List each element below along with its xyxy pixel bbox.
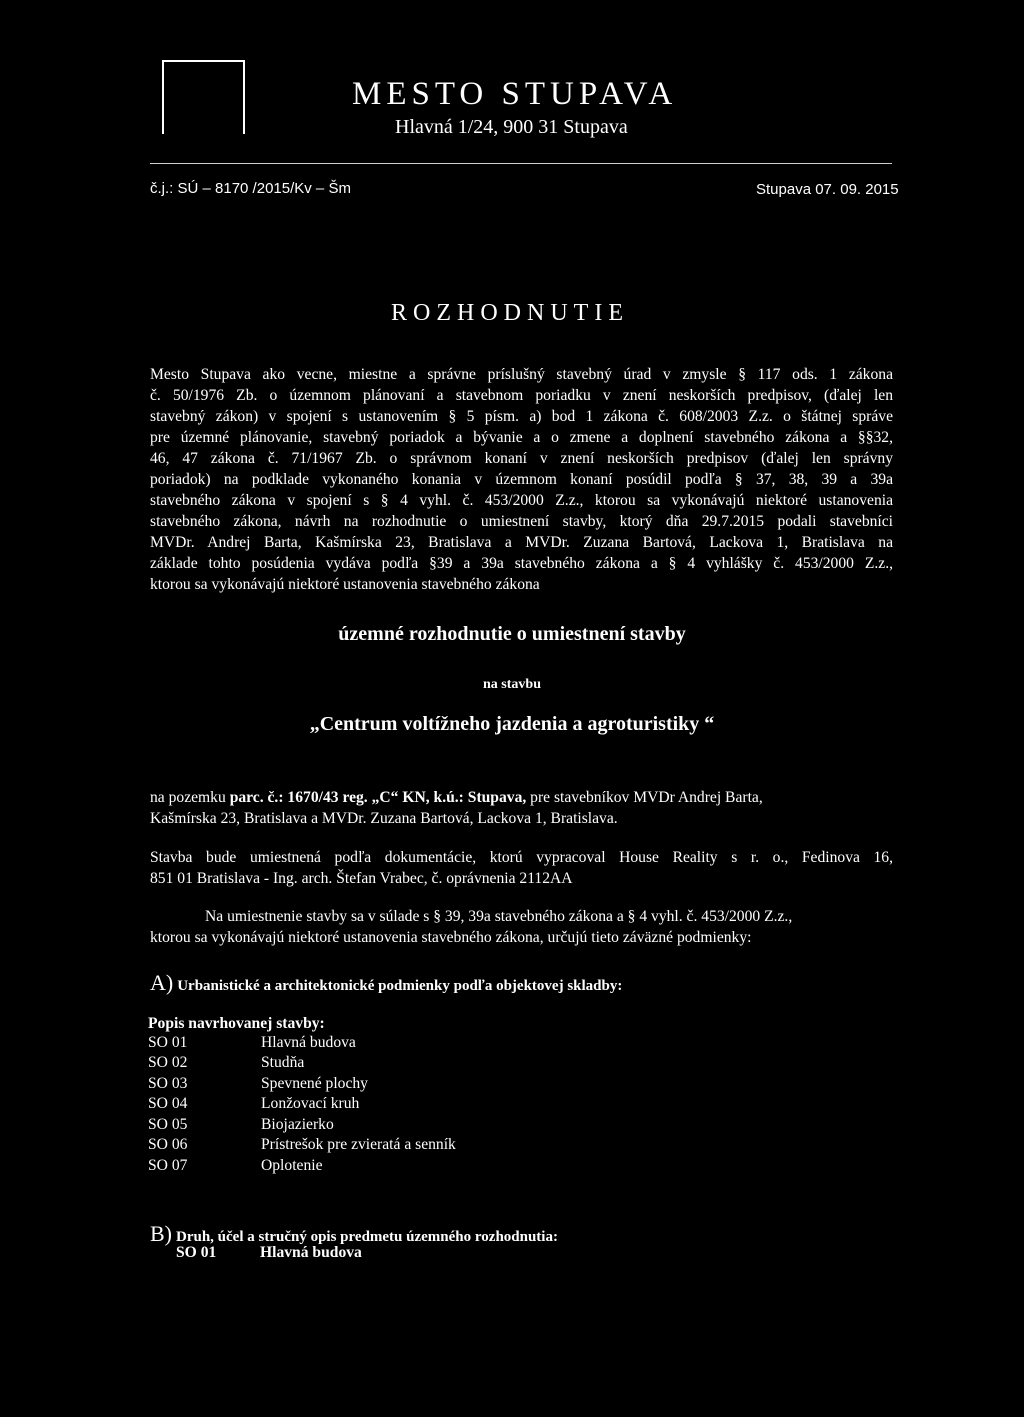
- office-title: MESTO STUPAVA: [352, 76, 678, 112]
- intro-line: č. 50/1976 Zb. o územnom plánovaní a stavebnom poriadku v znení neskorších predpisov, (ďalej len: [150, 387, 893, 404]
- parcel-prefix: na pozemku: [150, 789, 230, 806]
- parcel-builders: pre stavebníkov MVDr Andrej Barta,: [526, 789, 763, 806]
- section-a-letter: A): [150, 970, 174, 995]
- intro-line: základe tohto posúdenia vydáva podľa §39 a 39a stavebného zákona a § 4 vyhlášky č. 453/2000 Z.z.,: [150, 555, 893, 572]
- list-title: Popis navrhovanej stavby:: [148, 1015, 325, 1032]
- documentation-line: 851 01 Bratislava - Ing. arch. Štefan Vrabec, č. oprávnenia 2112AA: [150, 870, 573, 887]
- list-item-name: Hlavná budova: [261, 1034, 356, 1051]
- intro-line: poriadok) na podklade vykonaného konania v územnom konaní posúdil podľa § 37, 38, 39 a 39a: [150, 471, 893, 488]
- parcel-line-2: Kašmírska 23, Bratislava a MVDr. Zuzana Bartová, Lackova 1, Bratislava.: [150, 810, 618, 827]
- decision-title: územné rozhodnutie o umiestnení stavby: [338, 623, 686, 645]
- documentation-line: Stavba bude umiestnená podľa dokumentácie, ktorú vypracoval House Reality s r. o., Fedinova 16,: [150, 849, 893, 866]
- document-date: Stupava 07. 09. 2015: [756, 181, 899, 198]
- list-item-name: Lonžovací kruh: [261, 1095, 360, 1112]
- intro-line: 46, 47 zákona č. 71/1967 Zb. o správnom konaní v znení neskorších predpisov (ďalej len správny: [150, 450, 893, 467]
- section-a-title: Urbanistické a architektonické podmienky podľa objektovej skladby:: [177, 978, 623, 994]
- section-b-title: Druh, účel a stručný opis predmetu územného rozhodnutia:: [176, 1229, 558, 1245]
- list-item-code: SO 07: [148, 1157, 188, 1174]
- intro-line: ktorou sa vykonávajú niektoré ustanovenia stavebného zákona: [150, 576, 540, 593]
- section-b-item-code: SO 01: [176, 1244, 217, 1261]
- office-address: Hlavná 1/24, 900 31 Stupava: [395, 116, 628, 138]
- list-item-name: Oplotenie: [261, 1157, 323, 1174]
- list-item-name: Biojazierko: [261, 1116, 334, 1133]
- list-item-code: SO 03: [148, 1075, 188, 1092]
- document-heading: ROZHODNUTIE: [391, 300, 629, 326]
- conditions-line: ktorou sa vykonávajú niektoré ustanovenia stavebného zákona, určujú tieto záväzné podmienky:: [150, 929, 752, 946]
- parcel-number: parc. č.: 1670/43 reg. „C“ KN, k.ú.: Stupava,: [229, 789, 527, 806]
- list-item-name: Spevnené plochy: [261, 1075, 368, 1092]
- list-item-code: SO 02: [148, 1054, 188, 1071]
- list-item-code: SO 01: [148, 1034, 188, 1051]
- header-divider: [150, 163, 892, 164]
- list-item-name: Prístrešok pre zvieratá a senník: [261, 1136, 456, 1153]
- section-b-letter: B): [150, 1221, 172, 1246]
- intro-line: stavebného zákona v spojení s § 4 vyhl. č. 453/2000 Z.z., ktorou sa vykonávajú niektoré ustanovenia: [150, 492, 893, 509]
- intro-line: Mesto Stupava ako vecne, miestne a správne príslušný stavebný úrad v zmysle § 117 ods. 1 zákona: [150, 366, 893, 383]
- intro-line: stavebný zákon) v spojení s ustanovením § 5 písm. a) bod 1 zákona č. 608/2003 Z.z. o štátnej správe: [150, 408, 893, 425]
- decision-for-label: na stavbu: [483, 677, 541, 692]
- list-item-code: SO 06: [148, 1136, 188, 1153]
- list-item-code: SO 05: [148, 1116, 188, 1133]
- list-item-name: Studňa: [261, 1054, 305, 1071]
- intro-line: MVDr. Andrej Barta, Kašmírska 23, Bratislava a MVDr. Zuzana Bartová, Lackova 1, Bratislava na: [150, 534, 893, 551]
- parcel-line-1: [150, 788, 763, 808]
- section-a-heading: [150, 970, 622, 996]
- coat-of-arms-emblem: [162, 60, 245, 134]
- intro-line: stavebného zákona, návrh na rozhodnutie o umiestnení stavby, ktorý dňa 29.7.2015 podali stavebníci: [150, 513, 893, 530]
- conditions-line: Na umiestnenie stavby sa v súlade s § 39, 39a stavebného zákona a § 4 vyhl. č. 453/2000 Z.z.,: [205, 908, 793, 925]
- intro-line: pre územné plánovanie, stavebný poriadok a bývanie a o zmene a doplnení stavebného zákona a §§32,: [150, 429, 893, 446]
- section-b-item-name: Hlavná budova: [260, 1244, 362, 1261]
- reference-number: č.j.: SÚ – 8170 /2015/Kv – Šm: [150, 180, 351, 197]
- list-item-code: SO 04: [148, 1095, 188, 1112]
- project-name: „Centrum voltížneho jazdenia a agroturistiky “: [309, 713, 715, 735]
